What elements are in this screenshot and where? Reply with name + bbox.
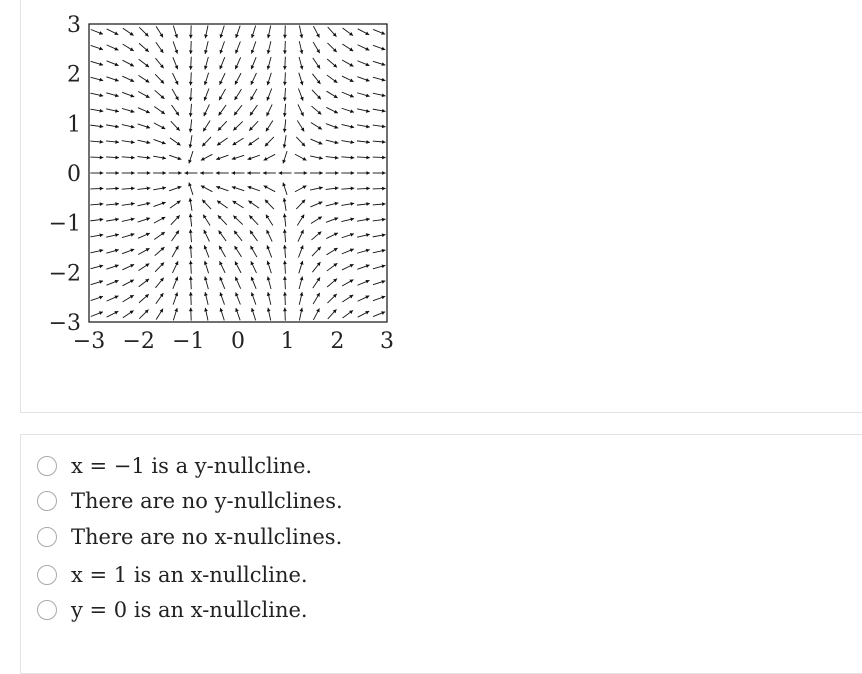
field-arrowhead [247, 171, 251, 175]
field-arrowhead [349, 32, 353, 36]
radio-option-1[interactable] [37, 456, 57, 476]
field-arrowhead [366, 109, 370, 113]
field-arrowhead [115, 140, 119, 144]
field-arrowhead [350, 140, 354, 144]
field-arrowhead [283, 129, 287, 133]
field-arrowhead [382, 249, 386, 253]
field-arrowhead [319, 171, 323, 175]
field-arrowhead [335, 202, 339, 206]
y-tick-label: −3 [49, 311, 81, 336]
field-arrowhead [115, 109, 119, 113]
radio-option-5[interactable] [37, 600, 57, 620]
field-arrowhead [350, 217, 354, 221]
field-arrowhead [131, 171, 135, 175]
field-arrowhead [177, 201, 181, 205]
field-arrowhead [115, 125, 119, 129]
field-arrowhead [283, 292, 287, 296]
field-arrowhead [279, 171, 283, 175]
field-arrowhead [131, 156, 135, 160]
field-arrowhead [175, 230, 179, 234]
field-arrowhead [283, 144, 287, 148]
field-arrowhead [99, 78, 103, 82]
field-arrowhead [350, 202, 354, 206]
field-arrowhead [267, 277, 271, 281]
y-tick-label: 3 [67, 13, 81, 38]
option-2[interactable] [37, 486, 343, 516]
field-arrowhead [160, 49, 164, 53]
x-tick-label: 3 [380, 329, 394, 354]
field-arrowhead [162, 156, 166, 160]
field-arrowhead [299, 34, 303, 38]
field-arrowhead [248, 201, 252, 205]
field-arrowhead [99, 249, 103, 253]
field-arrowhead [189, 214, 193, 218]
answer-options-card [20, 434, 862, 674]
field-arrowhead [283, 308, 287, 312]
field-arrowhead [335, 140, 339, 144]
field-arrowhead [115, 187, 119, 191]
option-3[interactable] [37, 522, 342, 552]
field-arrowhead [147, 186, 151, 190]
field-arrowhead [189, 245, 193, 249]
field-arrowhead [189, 97, 193, 101]
field-arrowhead [300, 50, 304, 54]
field-arrowhead [204, 308, 208, 312]
field-arrowhead [184, 171, 188, 175]
field-arrowhead [189, 144, 193, 148]
x-tick-label: −2 [122, 329, 154, 354]
field-arrowhead [300, 66, 304, 70]
field-arrowhead [366, 125, 370, 129]
field-arrowhead [189, 308, 193, 312]
field-arrowhead [115, 156, 119, 160]
field-arrowhead [382, 93, 386, 97]
field-arrowhead [299, 308, 303, 312]
field-arrowhead [382, 78, 386, 82]
plot-card [20, 0, 862, 413]
option-3-label: There are no x-nullclines. [71, 525, 342, 549]
field-arrowhead [250, 230, 254, 234]
field-arrowhead [100, 171, 104, 175]
field-arrowhead [100, 140, 104, 144]
field-arrowhead [319, 186, 323, 190]
field-arrowhead [189, 292, 193, 296]
field-arrowhead [333, 263, 337, 267]
y-tick-label: −2 [49, 261, 81, 286]
field-arrowhead [283, 198, 287, 202]
field-arrowhead [217, 201, 221, 205]
field-arrowhead [267, 66, 271, 70]
field-arrowhead [351, 156, 355, 160]
field-arrowhead [100, 156, 104, 160]
field-arrowhead [204, 50, 208, 54]
field-arrowhead [351, 187, 355, 191]
field-arrowhead [146, 202, 150, 206]
field-arrowhead [115, 233, 119, 237]
field-arrowhead [382, 187, 386, 191]
field-arrowhead [283, 35, 287, 39]
x-tick-label: 0 [231, 329, 245, 354]
field-arrowhead [204, 34, 208, 38]
option-2-label: There are no y-nullclines. [71, 489, 343, 513]
option-5-label: y = 0 is an x-nullcline. [71, 598, 308, 622]
field-arrowhead [263, 171, 267, 175]
field-arrowhead [350, 125, 354, 129]
field-arrowhead [382, 233, 386, 237]
field-arrowhead [115, 202, 119, 206]
field-arrowhead [382, 264, 386, 268]
field-arrowhead [162, 186, 166, 190]
field-arrowhead [283, 229, 287, 233]
field-arrowhead [161, 232, 165, 236]
y-tick-label: 2 [67, 63, 81, 88]
field-arrowhead [131, 187, 135, 191]
radio-option-4[interactable] [37, 565, 57, 585]
field-arrowhead [300, 292, 304, 296]
field-arrowhead [232, 171, 236, 175]
field-arrowhead [175, 112, 179, 116]
field-arrowhead [283, 261, 287, 265]
x-tick-label: 2 [330, 329, 344, 354]
field-arrowhead [99, 265, 103, 269]
field-arrowhead [217, 142, 221, 146]
field-arrowhead [189, 82, 193, 86]
field-arrowhead [366, 94, 370, 98]
field-arrowhead [366, 233, 370, 237]
option-5[interactable] [37, 595, 308, 625]
field-arrowhead [204, 66, 208, 70]
direction-field-plot [21, 0, 421, 358]
y-tick-label: −1 [49, 212, 81, 237]
field-arrowhead [216, 171, 220, 175]
option-4-label: x = 1 is an x-nullcline. [71, 563, 308, 587]
field-arrowhead [189, 113, 193, 117]
option-1[interactable] [37, 451, 312, 481]
field-arrowhead [351, 171, 355, 175]
field-arrowhead [131, 125, 135, 129]
x-tick-label: −1 [172, 329, 204, 354]
field-arrowhead [366, 156, 370, 160]
field-arrowhead [382, 202, 386, 206]
x-tick-label: −3 [73, 329, 105, 354]
field-arrowhead [163, 171, 167, 175]
option-1-label: x = −1 is a y-nullcline. [71, 454, 312, 478]
field-arrowhead [304, 171, 308, 175]
field-arrowhead [115, 94, 119, 98]
field-arrowhead [366, 171, 370, 175]
x-tick-label: 1 [281, 329, 295, 354]
field-arrowhead [99, 233, 103, 237]
y-tick-label: 1 [67, 112, 81, 137]
field-arrowhead [200, 171, 204, 175]
direction-field-arrows [90, 25, 385, 320]
field-arrowhead [146, 140, 150, 144]
field-arrowhead [283, 82, 287, 86]
field-arrowhead [366, 218, 370, 222]
field-arrowhead [283, 66, 287, 70]
field-arrowhead [204, 277, 208, 281]
field-arrowhead [283, 97, 287, 101]
field-arrowhead [283, 276, 287, 280]
field-arrowhead [382, 140, 386, 144]
field-arrowhead [115, 218, 119, 222]
field-arrowhead [204, 292, 208, 296]
field-arrowhead [189, 129, 193, 133]
field-arrowhead [267, 50, 271, 54]
field-arrowhead [283, 214, 287, 218]
field-arrowhead [382, 171, 386, 175]
field-arrowhead [100, 187, 104, 191]
field-arrowhead [147, 156, 151, 160]
field-arrowhead [189, 276, 193, 280]
field-arrowhead [189, 229, 193, 233]
field-arrowhead [100, 202, 104, 206]
field-arrowhead [115, 249, 119, 253]
field-arrowhead [219, 112, 223, 116]
field-arrowhead [250, 112, 254, 116]
field-arrowhead [189, 66, 193, 70]
field-arrowhead [99, 109, 103, 113]
field-arrowhead [283, 50, 287, 54]
field-arrowhead [319, 156, 323, 160]
field-arrowhead [189, 198, 193, 202]
field-arrowhead [335, 171, 339, 175]
field-arrowhead [248, 142, 252, 146]
field-arrowhead [382, 156, 386, 160]
field-arrowhead [116, 171, 120, 175]
radio-option-2[interactable] [37, 491, 57, 511]
field-arrowhead [366, 249, 370, 253]
field-arrowhead [99, 93, 103, 97]
field-arrowhead [161, 110, 165, 114]
field-arrowhead [147, 171, 151, 175]
field-arrowhead [189, 50, 193, 54]
field-arrowhead [160, 293, 164, 297]
field-arrowhead [219, 230, 223, 234]
radio-option-3[interactable] [37, 527, 57, 547]
field-arrowhead [267, 308, 271, 312]
option-4[interactable] [37, 560, 308, 590]
field-arrowhead [366, 187, 370, 191]
field-arrowhead [131, 218, 135, 222]
field-arrowhead [333, 79, 337, 83]
field-arrowhead [177, 142, 181, 146]
field-arrowhead [267, 292, 271, 296]
field-arrowhead [349, 310, 353, 314]
field-arrowhead [189, 35, 193, 39]
y-tick-label: 0 [67, 162, 81, 187]
field-arrowhead [382, 109, 386, 113]
field-arrowhead [178, 171, 182, 175]
field-arrowhead [300, 277, 304, 281]
field-arrowhead [283, 113, 287, 117]
field-arrowhead [267, 34, 271, 38]
field-arrowhead [283, 245, 287, 249]
field-arrowhead [189, 261, 193, 265]
